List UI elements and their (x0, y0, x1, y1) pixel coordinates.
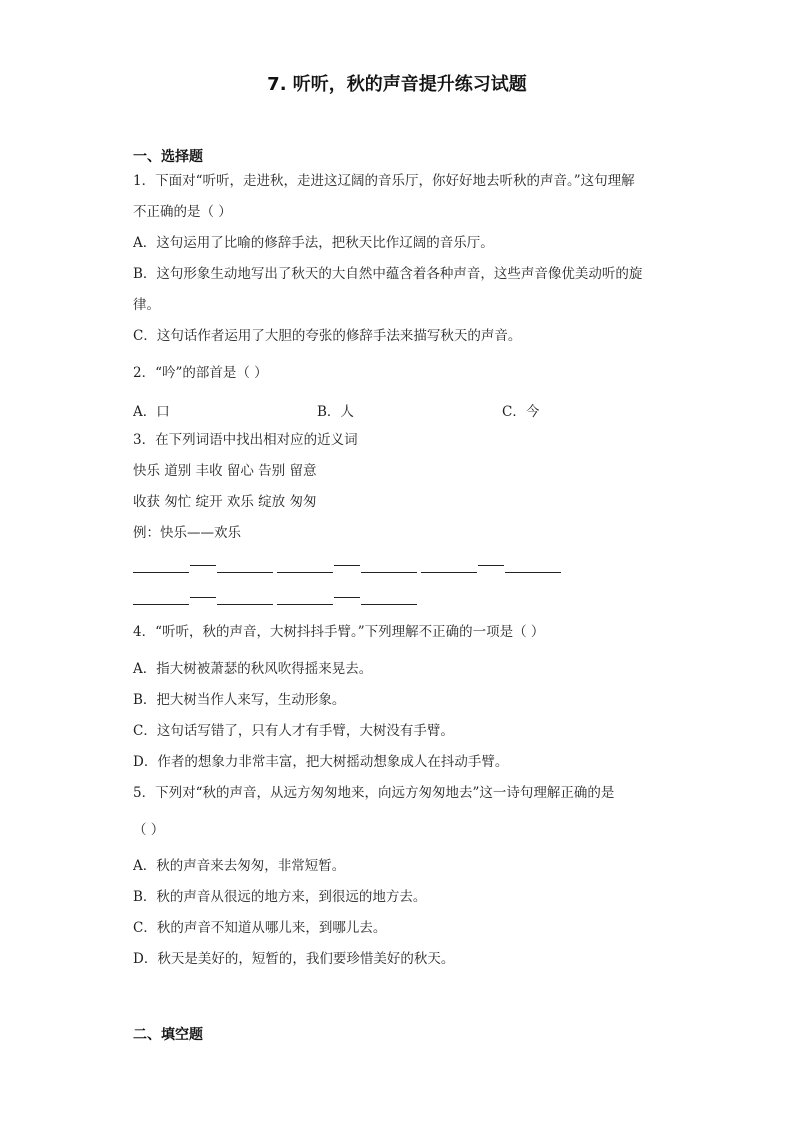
answer-dash (478, 558, 504, 566)
q5-option-c: C．秋的声音不知道从哪儿来，到哪儿去。 (133, 920, 387, 936)
q2-option-c: C．今 (502, 404, 540, 420)
answer-dash (334, 558, 360, 566)
answer-blank[interactable] (421, 558, 477, 573)
answer-blank[interactable] (277, 590, 333, 605)
q4-option-a: A．指大树被萧瑟的秋风吹得摇来晃去。 (133, 661, 373, 677)
answer-blank[interactable] (133, 558, 189, 573)
q5-option-b: B．秋的声音从很远的地方来，到很远的地方去。 (133, 889, 427, 905)
answer-blank[interactable] (277, 558, 333, 573)
answer-dash (190, 558, 216, 566)
q5-stem-line1: 5．下列对“秋的声音，从远方匆匆地来，向远方匆匆地去”这一诗句理解正确的是 (133, 785, 615, 801)
answer-blank[interactable] (361, 558, 417, 573)
answer-blank[interactable] (217, 558, 273, 573)
q1-option-b-line1: B．这句形象生动地写出了秋天的大自然中蕴含着各种声音，这些声音像优美动听的旋 (133, 266, 643, 282)
q2-option-a: A．口 (133, 404, 170, 420)
q4-option-d: D．作者的想象力非常丰富，把大树摇动想象成人在抖动手臂。 (133, 754, 509, 770)
q1-option-b-line2: 律。 (133, 297, 160, 313)
answer-dash (190, 590, 216, 598)
q3-stem: 3．在下列词语中找出相对应的近义词 (133, 432, 358, 448)
q1-option-a: A．这句运用了比喻的修辞手法，把秋天比作辽阔的音乐厅。 (133, 235, 494, 251)
answer-blank[interactable] (217, 590, 273, 605)
q5-option-a: A．秋的声音来去匆匆，非常短暂。 (133, 858, 346, 874)
answer-blank[interactable] (505, 558, 561, 573)
q4-stem: 4．“听听，秋的声音，大树抖抖手臂。”下列理解不正确的一项是（ ） (133, 624, 545, 640)
q1-option-c: C．这句话作者运用了大胆的夸张的修辞手法来描写秋天的声音。 (133, 328, 522, 344)
page-title: 7. 听听，秋的声音提升练习试题 (267, 74, 527, 95)
q4-option-b: B．把大树当作人来写，生动形象。 (133, 692, 346, 708)
answer-dash (334, 590, 360, 598)
q3-words-line1: 快乐 道别 丰收 留心 告别 留意 (133, 463, 317, 479)
q5-stem-line2: （ ） (133, 822, 165, 838)
q1-stem-line1: 1．下面对“听听，走进秋，走进这辽阔的音乐厅，你好好地去听秋的声音。”这句理解 (133, 173, 635, 189)
q2-option-b: B．人 (317, 404, 354, 420)
answer-blank[interactable] (133, 590, 189, 605)
q5-option-d: D．秋天是美好的，短暂的，我们要珍惜美好的秋天。 (133, 951, 455, 967)
q3-words-line2: 收获 匆忙 绽开 欢乐 绽放 匆匆 (133, 494, 317, 510)
q4-option-c: C．这句话写错了，只有人才有手臂，大树没有手臂。 (133, 723, 454, 739)
q3-example: 例：快乐——欢乐 (133, 525, 241, 541)
answer-blank[interactable] (361, 590, 417, 605)
q3-answer-row-2 (133, 590, 423, 604)
section-heading-choice: 一、选择题 (133, 149, 203, 165)
q2-stem: 2．“吟”的部首是（ ） (133, 365, 268, 381)
q1-stem-line2: 不正确的是（ ） (133, 204, 232, 220)
q3-answer-row-1 (133, 558, 563, 572)
section-heading-fill: 二、填空题 (133, 1027, 203, 1043)
